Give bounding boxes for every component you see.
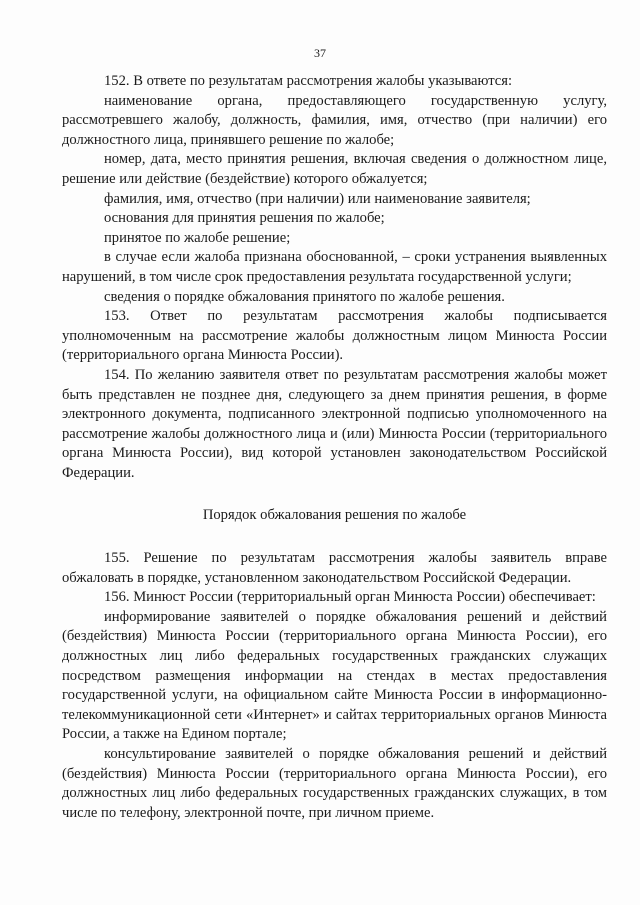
document-body [62, 72, 607, 823]
page-number: 37 [314, 46, 326, 60]
paragraph-152-item-decision-details: номер, дата, место принятия решения, включая сведения о должностном лице, решение или действие (бездействие) которого обжалуется; [62, 151, 607, 187]
paragraph-152-item-applicant: фамилия, имя, отчество (при наличии) или наименование заявителя; [104, 190, 531, 207]
paragraph-152-item-appeal-info: сведения о порядке обжалования принятого по жалобе решения. [104, 288, 505, 305]
paragraph-155: 155. Решение по результатам рассмотрения жалобы заявитель вправе обжаловать в порядке, установленном законодательством Российской Федерации. [62, 550, 607, 586]
paragraph-152-item-grounds: основания для принятия решения по жалобе; [104, 210, 385, 227]
paragraph-152: 152. В ответе по результатам рассмотрения жалобы указываются: [104, 73, 513, 89]
paragraph-152-item-decision: принятое по жалобе решение; [104, 229, 291, 246]
paragraph-156: 156. Минюст России (территориальный орган Минюста России) обеспечивает: [104, 589, 596, 606]
paragraph-156-item-informing: информирование заявителей о порядке обжалования решений и действий (бездействия) Минюста России (территориального органа Минюста России), его должностных лиц либо федеральных государственных гражданских служащих посредством размещения информации на стендах в местах предоставления государственной услуги, на официальном сайте Минюста России в информационно-телекоммуникационной сети «Интернет» и сайтах территориальных органов Минюста России, а также на Едином портале; [62, 608, 607, 743]
section-title: Порядок обжалования решения по жалобе [202, 507, 467, 524]
paragraph-154: 154. По желанию заявителя ответ по результатам рассмотрения жалобы может быть представлен не позднее дня, следующего за днем принятия решения, в форме электронного документа, подписанного электронной подписью уполномоченного на рассмотрение жалобы должностного лица и (или) Минюста России (территориального органа Минюста России), вид которой установлен законодательством Российской Федерации. [62, 366, 607, 481]
paragraph-152-item-deadlines: в случае если жалоба признана обоснованной, – сроки устранения выявленных нарушений, в том числе срок предоставления результата государственной услуги; [62, 249, 607, 285]
paragraph-156-item-consulting: консультирование заявителей о порядке обжалования решений и действий (бездействия) Минюста России (территориального органа Минюста России), его должностных лиц либо федеральных государственных гражданских служащих, в том числе по телефону, электронной почте, при личном приеме. [62, 746, 607, 821]
paragraph-152-item-organ: наименование органа, предоставляющего государственную услугу, рассмотревшего жалобу, должность, фамилия, имя, отчество (при наличии) его должностного лица, принявшего решение по жалобе; [62, 92, 607, 148]
paragraph-153: 153. Ответ по результатам рассмотрения жалобы подписывается уполномоченным на рассмотрение жалобы должностным лицом Минюста России (территориального органа Минюста России). [62, 308, 607, 364]
